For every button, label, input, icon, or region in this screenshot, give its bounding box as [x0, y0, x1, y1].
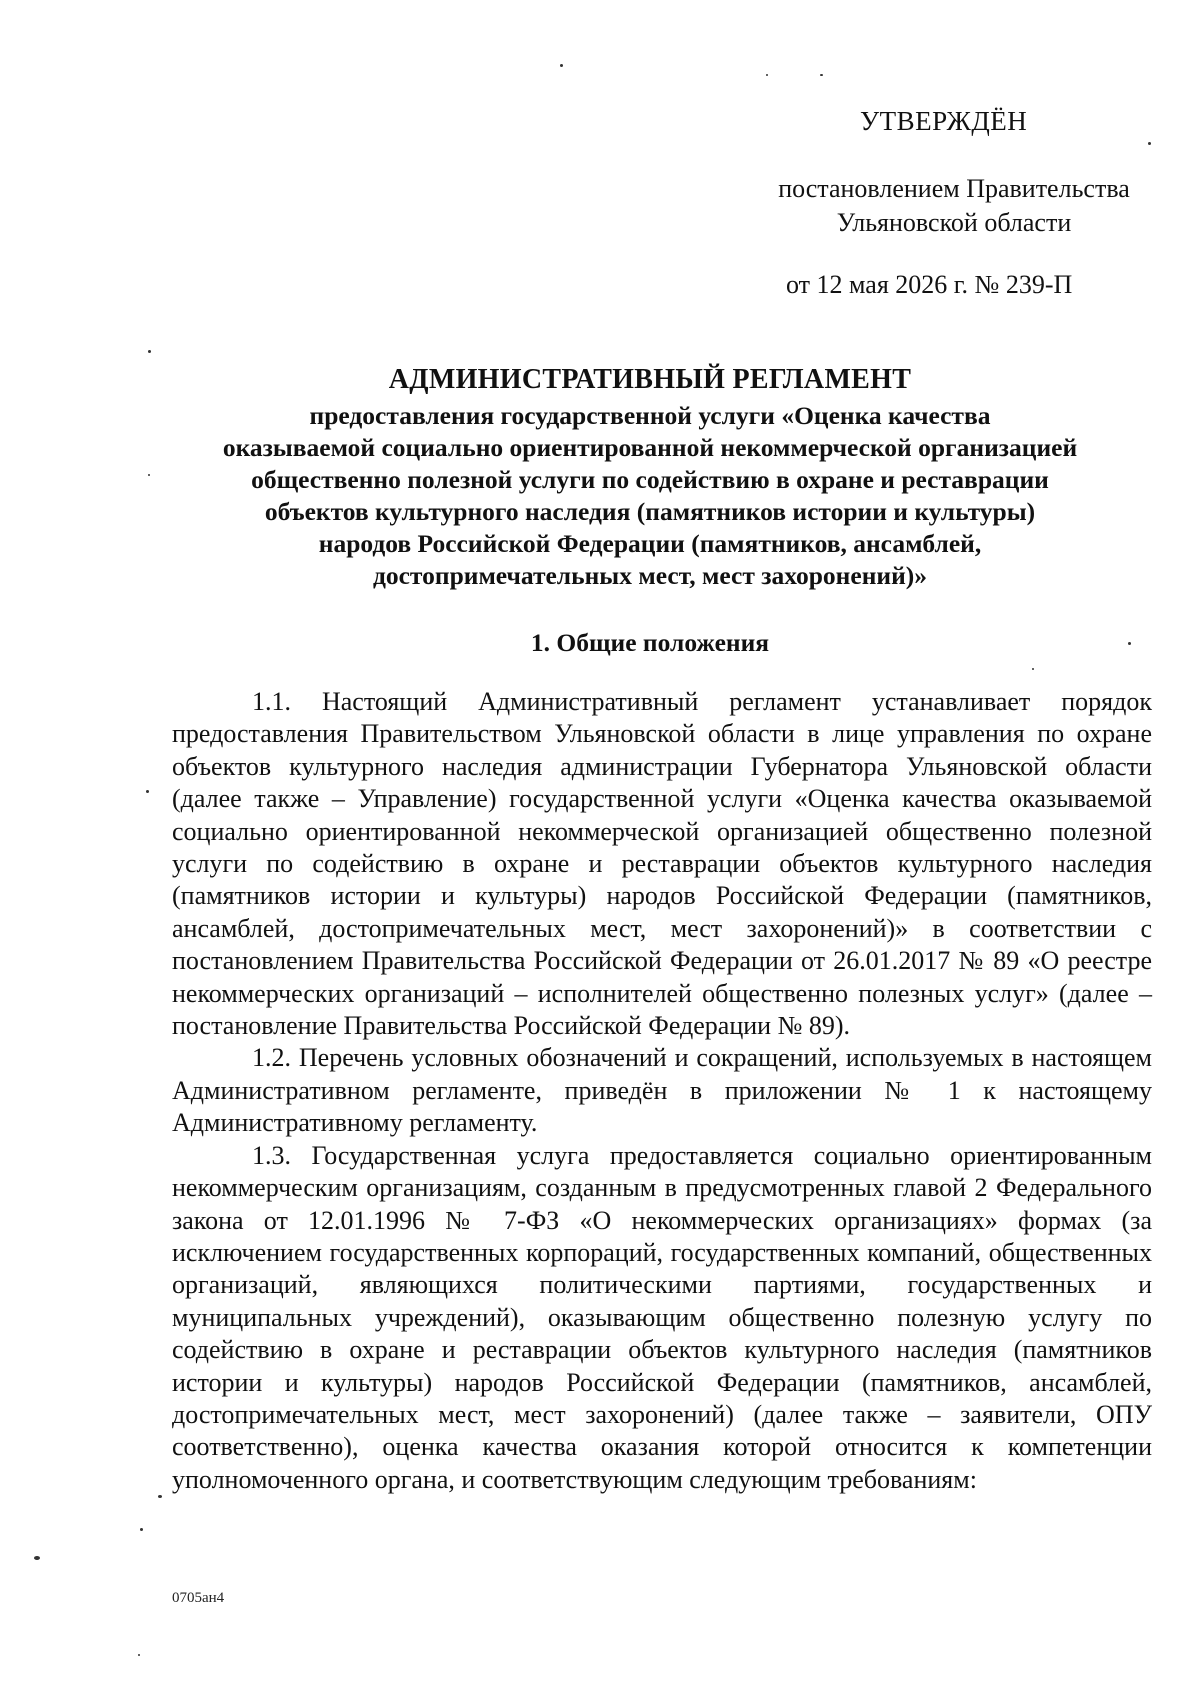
scan-speck: [560, 64, 563, 67]
scan-speck: [140, 1528, 143, 1531]
subtitle-line: достопримечательных мест, мест захоронений)»: [372, 561, 928, 590]
document-subtitle: [150, 400, 1150, 592]
scan-speck: [1032, 668, 1034, 670]
approval-stamp-heading: УТВЕРЖДЁН: [860, 106, 1028, 136]
decree-reference: [744, 172, 1164, 240]
scan-speck: [820, 74, 823, 76]
scan-speck: [146, 790, 149, 793]
paragraph-1-1: 1.1. Настоящий Административный регламент устанавливает порядок предоставления Правительством Ульяновской области в лице управления по охране объектов культурного наследия администрации Губернатора Ульяновской области (далее также – Управление) государственной услуги «Оценка качества оказываемой социально ориентированной некоммерческой организацией общественно полезной услуги по содействию в охране и реставрации объектов культурного наследия (памятников истории и культуры) народов Российской Федерации (памятников, ансамблей, достопримечательных мест, мест захоронений)» в соответствии с постановлением Правительства Российской Федерации от 26.01.2017 № 89 «О реестре некоммерческих организаций – исполнителей общественно полезных услуг» (далее – постановление Правительства Российской Федерации № 89).: [172, 687, 1152, 1041]
paragraph-1-2: 1.2. Перечень условных обозначений и сокращений, используемых в настоящем Административном регламенте, приведён в приложении № 1 к настоящему Административному регламенту.: [172, 1043, 1152, 1138]
decree-line-2: Ульяновской области: [836, 208, 1072, 237]
subtitle-line: оказываемой социально ориентированной некоммерческой организацией: [222, 433, 1078, 462]
scan-speck: [766, 74, 768, 76]
scan-speck: [158, 1495, 162, 1498]
subtitle-line: предоставления государственной услуги «Оценка качества: [309, 401, 991, 430]
subtitle-line: объектов культурного наследия (памятников истории и культуры): [264, 497, 1036, 526]
document-title: АДМИНИСТРАТИВНЫЙ РЕГЛАМЕНТ: [388, 364, 912, 395]
scan-speck: [34, 1556, 40, 1560]
section-heading: 1. Общие положения: [530, 628, 770, 657]
subtitle-line: народов Российской Федерации (памятников, ансамблей,: [318, 529, 982, 558]
scan-speck: [148, 350, 151, 353]
section-body: [172, 686, 1152, 1496]
scan-speck: [138, 1654, 140, 1656]
paragraph-1-3: 1.3. Государственная услуга предоставляется социально ориентированным некоммерческим организациям, созданным в предусмотренных главой 2 Федерального закона от 12.01.1996 № 7-ФЗ «О некоммерческих организациях» формах (за исключением государственных корпораций, государственных компаний, общественных организаций, являющихся политическими партиями, государственных и муниципальных учреждений), оказывающим общественно полезную услугу по содействию в охране и реставрации объектов культурного наследия (памятников истории и культуры) народов Российской Федерации (памятников, ансамблей, достопримечательных мест, мест захоронений) (далее также – заявители, ОПУ соответственно), оценка качества оказания которой относится к компетенции уполномоченного органа, и соответствующим следующим требованиям:: [172, 1140, 1152, 1494]
decree-date-number: от 12 мая 2026 г. № 239-П: [786, 270, 1073, 299]
decree-line-1: постановлением Правительства: [778, 174, 1130, 203]
scan-speck: [1128, 642, 1131, 645]
scan-speck: [1148, 142, 1151, 145]
subtitle-line: общественно полезной услуги по содействию в охране и реставрации: [251, 465, 1049, 494]
scan-speck: [148, 474, 150, 476]
document-code: 0705ан4: [172, 1590, 225, 1606]
